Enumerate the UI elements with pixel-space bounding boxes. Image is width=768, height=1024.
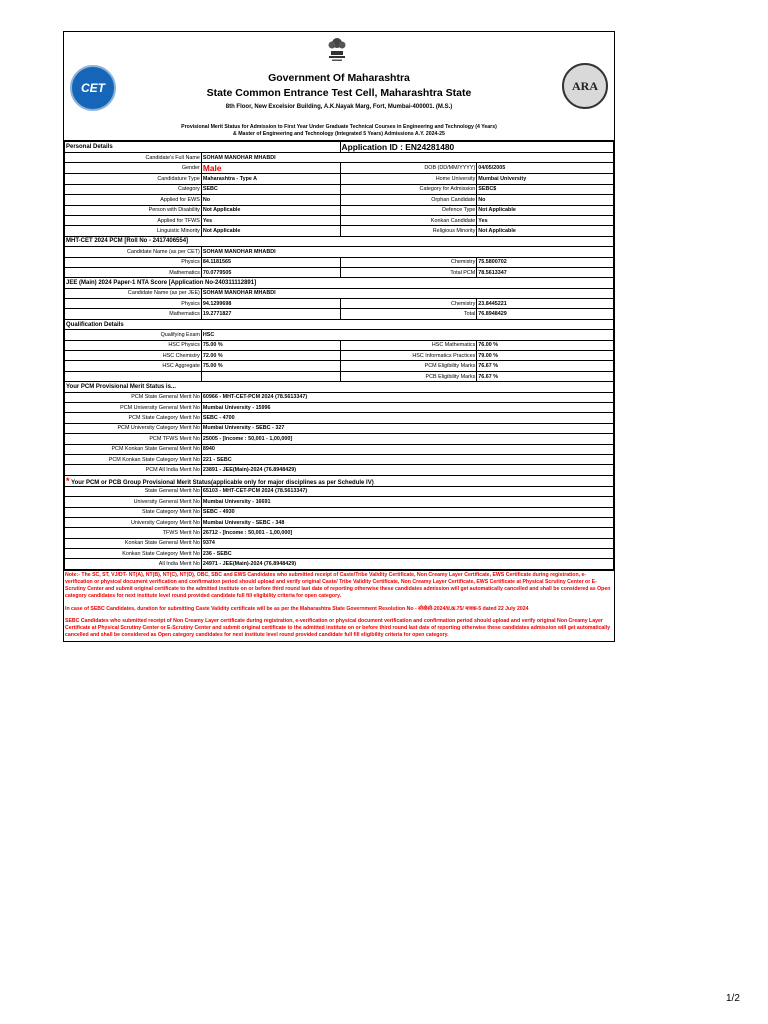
field-value: Mumbai University - 15996 <box>201 402 613 412</box>
table-row <box>65 434 614 444</box>
table-row <box>65 195 614 205</box>
table-row <box>65 559 614 569</box>
field-label: Orphan Candidate <box>340 195 477 205</box>
field-value: 23891 - JEE(Main)-2024 (76.8948429) <box>201 465 613 475</box>
field-label: Category <box>65 184 202 194</box>
table-row <box>65 371 614 381</box>
field-value: 76.00 % <box>477 340 614 350</box>
field-value: 75.00 % <box>201 340 340 350</box>
field-label: Candidate Name (as per CET) <box>65 247 202 257</box>
field-label: Religious Minority <box>340 226 477 236</box>
field-label: PCM Eligibility Marks <box>340 361 477 371</box>
field-value: Mumbai University - SEBC - 327 <box>201 423 613 433</box>
field-value: 75.5800702 <box>477 257 614 267</box>
field-value: 236 - SEBC <box>201 549 613 559</box>
field-label: Total <box>340 309 477 319</box>
field-value: SOHAM MANOHAR MHABDI <box>201 288 613 298</box>
cell-title: State Common Entrance Test Cell, Maharashtra State <box>206 87 472 99</box>
field-label: DOB (DD/MM/YYYY) <box>340 163 477 174</box>
field-label: Physics <box>65 299 202 309</box>
address: 8th Floor, New Excelsior Building, A.K.Nayak Marg, Fort, Mumbai-400001. (M.S.) <box>225 104 453 110</box>
table-row <box>65 549 614 559</box>
field-value: 78.5613347 <box>477 267 614 277</box>
field-label: Gender <box>65 163 202 174</box>
document-header <box>64 32 614 141</box>
table-row <box>65 402 614 412</box>
details-table <box>64 141 614 570</box>
field-value: SOHAM MANOHAR MHABDI <box>201 153 613 163</box>
table-row <box>65 215 614 225</box>
field-value <box>201 371 340 381</box>
table-row <box>65 163 614 174</box>
section-row <box>65 236 614 246</box>
field-value: 75.00 % <box>201 361 340 371</box>
merit-status-document <box>63 31 615 642</box>
field-label: Candidature Type <box>65 174 202 184</box>
field-label: Chemistry <box>340 299 477 309</box>
field-label: HSC Aggregate <box>65 361 202 371</box>
field-value: No <box>477 195 614 205</box>
field-label: State General Merit No <box>65 486 202 496</box>
field-label: Candidate's Full Name <box>65 153 202 163</box>
field-label: Applied for EWS <box>65 195 202 205</box>
field-value <box>201 163 340 174</box>
field-value: 221 - SEBC <box>201 454 613 464</box>
table-row <box>65 507 614 517</box>
field-label: PCM TFWS Merit No <box>65 434 202 444</box>
field-value: Mumbai University <box>477 174 614 184</box>
note-3: SEBC Candidates who submitted receipt of Non Creamy Layer certificate during registration, e-verification or physical document verification and confirmation period should upload and verify original Non Creamy Layer Certificate at Physical Scrutiny Center or E-Scrutiny Center and submit original certificate to the admitted institute on or before third round last date of reporting otherwise these candidates admission will get automatically cancelled and shall be considered as Open category candidates for next institute level round provided candidate full fill eligibility criteria for open category. <box>65 617 611 639</box>
table-row <box>65 299 614 309</box>
field-label: University General Merit No <box>65 497 202 507</box>
field-label: Category for Admission <box>340 184 477 194</box>
table-row <box>65 174 614 184</box>
field-label: Chemistry <box>340 257 477 267</box>
field-value: SOHAM MANOHAR MHABDI <box>201 247 613 257</box>
government-title: Government Of Maharashtra <box>268 72 410 84</box>
table-row <box>65 267 614 277</box>
field-label: PCM University Category Merit No <box>65 423 202 433</box>
field-label: University Category Merit No <box>65 517 202 527</box>
field-label: Linguistic Minority <box>65 226 202 236</box>
section-row <box>65 475 614 486</box>
table-row <box>65 517 614 527</box>
field-label: PCM Konkan State Category Merit No <box>65 454 202 464</box>
field-value: Not Applicable <box>477 226 614 236</box>
section-heading <box>65 475 614 486</box>
ara-logo: ARA <box>562 63 608 109</box>
field-value: 94.1299698 <box>201 299 340 309</box>
table-row <box>65 288 614 298</box>
field-label: Physics <box>65 257 202 267</box>
field-value: 19.2771827 <box>201 309 340 319</box>
field-value: 76.67 % <box>477 371 614 381</box>
section-row <box>65 319 614 329</box>
field-label: HSC Mathematics <box>340 340 477 350</box>
field-value: 9374 <box>201 538 613 548</box>
section-heading: Qualification Details <box>65 319 614 329</box>
field-label: Mathematics <box>65 267 202 277</box>
field-value: 8940 <box>201 444 613 454</box>
field-value: 04/05/2005 <box>477 163 614 174</box>
note-1: Note:- The SC, ST, VJ/DT- NT(A), NT(B), NT(C), NT(D), OBC, SBC and EWS Candidates who submitted receipt of Caste/Tribe Validity Certificate, Non Creamy Layer Certificate, EWS Certificate during registration, e-verification or physical document verification and confirmation period should upload and verify original Caste/ Tribe Validity Certificate, Non Creamy Layer Certificate, EWS Certificate at Physical Scrutiny Center or E-Scrutiny Center and submit original certificate to the admitted institute on or before third round last date of reporting otherwise these candidates admission will get automatically cancelled and shall be considered as Open category candidates for next institute level round provided candidate full fill eligibility criteria for open category. <box>65 571 611 600</box>
field-label: HSC Chemistry <box>65 351 202 361</box>
field-label: Konkan State General Merit No <box>65 538 202 548</box>
field-label: Konkan Candidate <box>340 215 477 225</box>
field-value: Yes <box>477 215 614 225</box>
page-number: 1/2 <box>726 993 740 1004</box>
section-row <box>65 142 614 153</box>
field-label: Mathematics <box>65 309 202 319</box>
field-value: 60966 - MHT-CET-PCM 2024 (78.5613347) <box>201 392 613 402</box>
field-value: 72.00 % <box>201 351 340 361</box>
table-row <box>65 392 614 402</box>
table-row <box>65 528 614 538</box>
table-row <box>65 454 614 464</box>
field-value: 70.0779505 <box>201 267 340 277</box>
field-label: State Category Merit No <box>65 507 202 517</box>
field-value: No <box>201 195 340 205</box>
field-value: HSC <box>201 330 613 340</box>
section-title: Personal Details <box>66 144 113 150</box>
field-value: 26712 - [Income : 50,001 - 1,00,000] <box>201 528 613 538</box>
table-row <box>65 184 614 194</box>
field-label: PCM University General Merit No <box>65 402 202 412</box>
field-value: Mumbai University - 16691 <box>201 497 613 507</box>
field-value: 84.1181565 <box>201 257 340 267</box>
section-row <box>65 382 614 392</box>
table-row <box>65 361 614 371</box>
field-label: PCM State Category Merit No <box>65 413 202 423</box>
table-row <box>65 247 614 257</box>
table-row <box>65 465 614 475</box>
table-row <box>65 351 614 361</box>
note-2: In case of SEBC Candidates, duration for submitting Caste Validity certificate will be as per the Maharashtra State Government Resolution No - सीबीसी-2024/प्र.क्र.75/ मावक-5 dated 22 July 2024 <box>65 605 529 612</box>
field-label: Applied for TFWS <box>65 215 202 225</box>
section-row <box>65 278 614 288</box>
field-value: 65103 - MHT-CET-PCM 2024 (78.5613347) <box>201 486 613 496</box>
gender-value: Male <box>202 163 222 174</box>
field-label: Qualifying Exam <box>65 330 202 340</box>
field-label: Defence Type <box>340 205 477 215</box>
field-label: Home University <box>340 174 477 184</box>
field-value: SEBC - 4700 <box>201 413 613 423</box>
cet-logo: CET <box>70 65 116 111</box>
field-value: Not Applicable <box>477 205 614 215</box>
notes-section <box>64 570 614 642</box>
table-row <box>65 444 614 454</box>
table-row <box>65 205 614 215</box>
field-label: Person with Disability <box>65 205 202 215</box>
field-value: 79.00 % <box>477 351 614 361</box>
field-label: HSC Informatics Practices <box>340 351 477 361</box>
field-label: PCB Eligibility Marks <box>340 371 477 381</box>
table-row <box>65 538 614 548</box>
application-id: Application ID : EN24281480 <box>341 142 455 152</box>
section-heading <box>65 142 341 153</box>
field-value: SEBC <box>201 184 340 194</box>
application-id-cell <box>340 142 613 153</box>
field-label: Konkan State Category Merit No <box>65 549 202 559</box>
field-value: SEBC$ <box>477 184 614 194</box>
field-label: Candidate Name (as per JEE) <box>65 288 202 298</box>
document-subtitle: Provisional Merit Status for Admission to First Year Under Graduate Technical Courses in Engineering and Technology (4 Years) & Master of Engineering and Technology (Integrated 5 Years) Admissions A.Y. 2024-25 <box>181 124 497 137</box>
table-row <box>65 486 614 496</box>
field-value: SEBC - 4930 <box>201 507 613 517</box>
state-emblem-icon <box>326 35 348 63</box>
field-value: 76.8948429 <box>477 309 614 319</box>
field-value: Maharashtra - Type A <box>201 174 340 184</box>
section-title: Your PCM or PCB Group Provisional Merit Status(applicable only for major disciplines as per Schedule IV) <box>71 479 374 486</box>
table-row <box>65 309 614 319</box>
field-value: 25005 - [Income : 50,001 - 1,00,000] <box>201 434 613 444</box>
section-heading: JEE (Main) 2024 Paper-1 NTA Score [Application No-240311112891] <box>65 278 614 288</box>
section-heading: Your PCM Provisional Merit Status is... <box>65 382 614 392</box>
table-row <box>65 423 614 433</box>
field-label: All India Merit No <box>65 559 202 569</box>
section-heading: MHT-CET 2024 PCM [Roll No - 2417406554] <box>65 236 614 246</box>
field-value: Mumbai University - SEBC - 348 <box>201 517 613 527</box>
table-row <box>65 413 614 423</box>
table-row <box>65 153 614 163</box>
field-label: PCM Konkan State General Merit No <box>65 444 202 454</box>
table-row <box>65 340 614 350</box>
table-row <box>65 257 614 267</box>
field-label: HSC Physics <box>65 340 202 350</box>
table-row <box>65 497 614 507</box>
field-value: 24971 - JEE(Main)-2024 (76.8948429) <box>201 559 613 569</box>
field-label: PCM State General Merit No <box>65 392 202 402</box>
asterisk: * <box>66 475 70 486</box>
field-value: 76.67 % <box>477 361 614 371</box>
table-row <box>65 330 614 340</box>
field-value: 23.8445221 <box>477 299 614 309</box>
field-value: Not Applicable <box>201 205 340 215</box>
field-value: Not Applicable <box>201 226 340 236</box>
field-label <box>65 371 202 381</box>
field-label: Total PCM <box>340 267 477 277</box>
table-row <box>65 226 614 236</box>
field-label: TFWS Merit No <box>65 528 202 538</box>
field-label: PCM All India Merit No <box>65 465 202 475</box>
field-value: Yes <box>201 215 340 225</box>
